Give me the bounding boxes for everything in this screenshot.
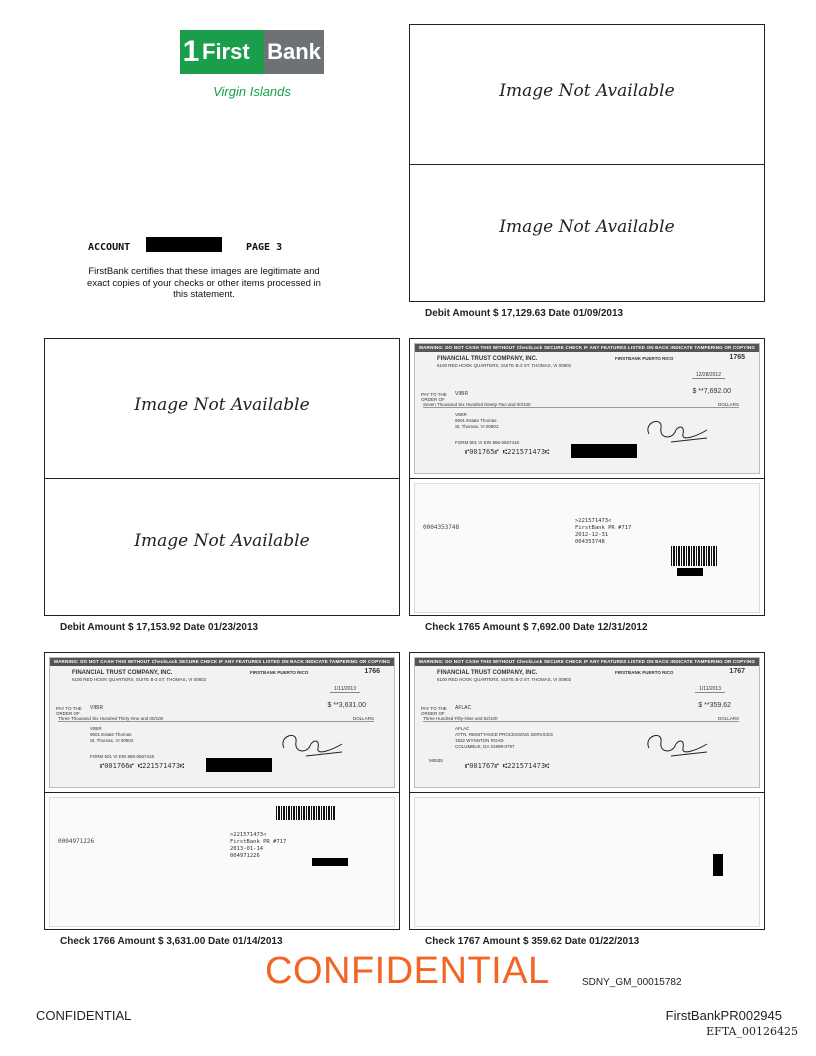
back-sequence: 0004971226 <box>58 838 95 845</box>
check-front <box>45 653 399 792</box>
check-date: 1/11/2013 <box>695 686 725 693</box>
signature-icon <box>641 414 711 446</box>
check-payee: AFLAC <box>455 705 472 711</box>
efta-number: EFTA_00126425 <box>706 1025 798 1038</box>
stamp-line: FirstBank PR #717 <box>230 839 287 845</box>
front-image-unavailable: Image Not Available <box>134 395 310 415</box>
address-line: VIBIR <box>455 412 467 417</box>
certification-text: FirstBank certifies that these images are legitimate and exact copies of your checks or other items processed in this statement. <box>87 266 321 300</box>
endorsement-redaction <box>677 568 703 576</box>
stamp-line: >221571473< <box>575 518 612 524</box>
account-number-redaction <box>146 237 222 252</box>
back-bank-stamp <box>575 518 631 546</box>
address-line: VIBIR <box>90 726 102 731</box>
stamp-line: >221571473< <box>230 832 267 838</box>
check-dollars-label: DOLLARS <box>352 716 374 721</box>
check-back <box>410 479 764 617</box>
check-company-address: 6100 RED HOOK QUARTERS, SUITE B-3 ST. THOMAS, VI 00802 <box>72 677 207 682</box>
endorsement-barcode <box>276 806 336 820</box>
back-image-unavailable: Image Not Available <box>134 531 310 551</box>
stamp-line: 004971226 <box>230 853 260 859</box>
logo-subtitle: Virgin Islands <box>213 84 291 99</box>
back-sequence: 0004353748 <box>423 524 460 531</box>
check-warning: WARNING: DO NOT CASH THIS WITHOUT CheckLock SECURE CHECK IF ANY FEATURES LISTED ON BACK INDICATE TAMPERING OR COPYING <box>50 658 394 666</box>
check-amount-words: Three Hundred Fifty-Nine and 62/100 <box>423 716 739 722</box>
check-amount-words: Three Thousand Six Hundred Thirty-One and 00/100 <box>58 716 374 722</box>
stamp-line: 2013-01-14 <box>230 846 264 852</box>
check-payto-label: PAY TO THE ORDER OF <box>56 706 82 716</box>
address-line: 9601 Estate Thomas <box>455 418 497 423</box>
check-company: FINANCIAL TRUST COMPANY, INC. <box>437 670 538 676</box>
check-micr: ⑈001767⑈ ⑆221571473⑆ <box>465 762 550 770</box>
address-line: ATTN: REMITTANCE PROCESSING SERVICES <box>455 732 554 737</box>
check-amount-words: Seven Thousand Six Hundred Ninety-Two and 00/100 <box>423 402 739 408</box>
address-line: 1932 WYNNTON ROAD <box>455 738 504 743</box>
account-redaction <box>571 444 637 458</box>
signature-icon <box>641 728 711 760</box>
stamp-line: 2012-12-31 <box>575 532 609 538</box>
signature-icon <box>276 728 346 760</box>
item-caption-3: Check 1765 Amount $ 7,692.00 Date 12/31/2012 <box>425 622 648 633</box>
check-memo: FORM 501 VI EIN 866-0567418 <box>455 440 520 445</box>
check-company: FINANCIAL TRUST COMPANY, INC. <box>72 670 173 676</box>
stamp-line: FirstBank PR #717 <box>575 525 632 531</box>
page-label: PAGE 3 <box>246 242 283 253</box>
check-back-image <box>49 797 395 927</box>
check-front <box>410 653 764 792</box>
endorsement-barcode <box>671 546 717 566</box>
address-line: COLUMBUS, GA 31999-0797 <box>455 744 515 749</box>
item-caption-5: Check 1767 Amount $ 359.62 Date 01/22/2013 <box>425 936 640 947</box>
check-bank: FIRSTBANK PUERTO RICO <box>615 670 674 675</box>
check-number: 1766 <box>364 668 380 675</box>
check-payto-label: PAY TO THE ORDER OF <box>421 392 447 402</box>
check-amount: $ **7,692.00 <box>692 388 731 395</box>
address-line: St. Thomas, VI 00802 <box>90 738 134 743</box>
check-amount: $ **359.62 <box>698 702 731 709</box>
check-micr: ⑈001766⑈ ⑆221571473⑆ <box>100 762 185 770</box>
image-divider <box>45 478 399 479</box>
endorsement-redaction <box>312 858 348 866</box>
check-back-image <box>414 483 760 613</box>
logo-first: First <box>202 30 264 74</box>
check-payee-address <box>90 726 133 744</box>
endorsement-redaction <box>713 854 723 876</box>
front-image-unavailable: Image Not Available <box>499 81 675 101</box>
check-image <box>49 657 395 788</box>
back-bank-stamp <box>230 832 286 860</box>
check-date: 12/28/2012 <box>692 372 725 379</box>
bates-number: FirstBankPR002945 <box>665 1008 782 1023</box>
check-image <box>414 657 760 788</box>
item-caption-4: Check 1766 Amount $ 3,631.00 Date 01/14/2013 <box>60 936 283 947</box>
logo-number: 1 <box>180 30 202 74</box>
check-payee: VIBIR <box>90 705 104 711</box>
check-memo: FORM 501 VI EIN 866-0567418 <box>90 754 155 759</box>
check-number: 1767 <box>729 668 745 675</box>
check-payee-address <box>455 726 553 750</box>
check-number: 1765 <box>729 354 745 361</box>
confidential-label: CONFIDENTIAL <box>36 1008 132 1023</box>
check-amount: $ **3,631.00 <box>327 702 366 709</box>
check-company: FINANCIAL TRUST COMPANY, INC. <box>437 356 538 362</box>
check-bank: FIRSTBANK PUERTO RICO <box>615 356 674 361</box>
check-back <box>45 793 399 931</box>
check-micr: ⑈001765⑈ ⑆221571473⑆ <box>465 448 550 456</box>
check-payee: VIBIR <box>455 391 469 397</box>
check-image <box>414 343 760 474</box>
check-payto-label: PAY TO THE ORDER OF <box>421 706 447 716</box>
check-company-address: 6100 RED HOOK QUARTERS, SUITE B-3 ST. THOMAS, VI 00802 <box>437 677 572 682</box>
check-payee-address <box>455 412 498 430</box>
check-back <box>410 793 764 931</box>
bank-logo <box>180 30 324 74</box>
check-front <box>410 339 764 478</box>
item-image-box-5 <box>409 652 765 930</box>
item-image-box-3 <box>409 338 765 616</box>
address-line: St. Thomas, VI 00802 <box>455 424 499 429</box>
confidential-stamp: CONFIDENTIAL <box>265 950 550 992</box>
sdny-id: SDNY_GM_00015782 <box>582 977 682 988</box>
check-bank: FIRSTBANK PUERTO RICO <box>250 670 309 675</box>
back-image-unavailable: Image Not Available <box>499 217 675 237</box>
check-back-image <box>414 797 760 927</box>
check-dollars-label: DOLLARS <box>717 716 739 721</box>
item-image-box-2 <box>44 338 400 616</box>
account-label: ACCOUNT <box>88 242 131 253</box>
check-date: 1/11/2013 <box>330 686 360 693</box>
item-caption-1: Debit Amount $ 17,129.63 Date 01/09/2013 <box>425 308 624 319</box>
check-memo: M0535 <box>429 758 443 763</box>
address-line: AFLAC <box>455 726 470 731</box>
stamp-line: 004353748 <box>575 539 605 545</box>
check-warning: WARNING: DO NOT CASH THIS WITHOUT CheckLock SECURE CHECK IF ANY FEATURES LISTED ON BACK INDICATE TAMPERING OR COPYING <box>415 344 759 352</box>
item-image-box-1 <box>409 24 765 302</box>
image-divider <box>410 164 764 165</box>
item-image-box-4 <box>44 652 400 930</box>
account-redaction <box>206 758 272 772</box>
check-company-address: 6100 RED HOOK QUARTERS, SUITE B-3 ST. THOMAS, VI 00802 <box>437 363 572 368</box>
check-dollars-label: DOLLARS <box>717 402 739 407</box>
check-warning: WARNING: DO NOT CASH THIS WITHOUT CheckLock SECURE CHECK IF ANY FEATURES LISTED ON BACK INDICATE TAMPERING OR COPYING <box>415 658 759 666</box>
item-caption-2: Debit Amount $ 17,153.92 Date 01/23/2013 <box>60 622 259 633</box>
address-line: 9601 Estate Thomas <box>90 732 132 737</box>
logo-bank: Bank <box>264 30 324 74</box>
